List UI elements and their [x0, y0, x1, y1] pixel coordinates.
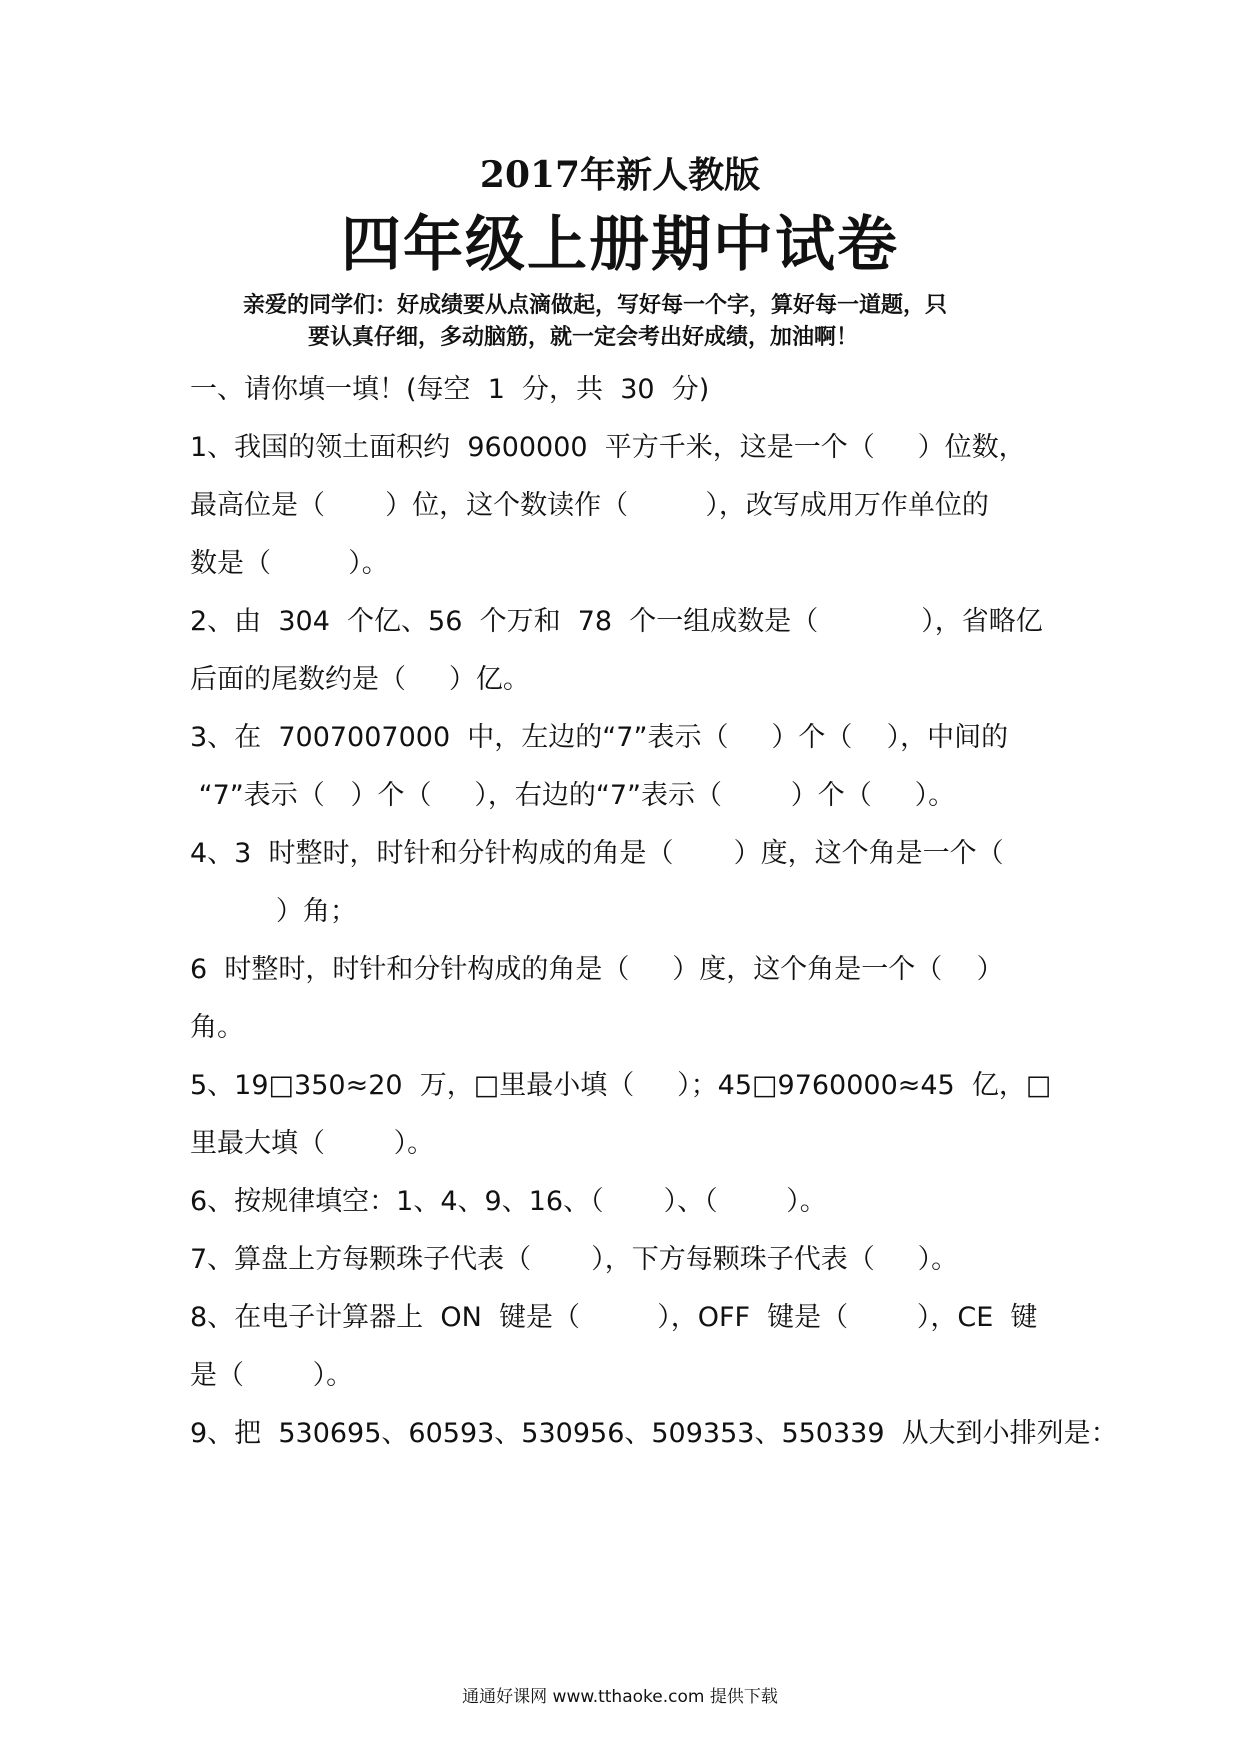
- greeting-paragraph: [243, 290, 1063, 354]
- section-heading: 一、请你填一填！(每空 1 分，共 30 分): [190, 374, 710, 405]
- exam-subtitle: 2017年新人教版: [479, 154, 761, 196]
- question-line: 6、按规律填空：1、4、9、16、（ ）、（ ）。: [190, 1186, 827, 1217]
- question-line: 9、把 530695、60593、530956、509353、550339 从大到小排列是：: [190, 1418, 1118, 1449]
- question-line: 是（ ）。: [190, 1360, 354, 1391]
- question-line: 角。: [190, 1012, 244, 1043]
- exam-title: 四年级上册期中试卷: [341, 210, 899, 280]
- question-line: 7、算盘上方每颗珠子代表（ ），下方每颗珠子代表（ ）。: [190, 1244, 959, 1275]
- question-line: 8、在电子计算器上 ON 键是（ ），OFF 键是（ ），CE 键: [190, 1302, 1038, 1333]
- question-line: 3、在 7007007000 中，左边的“7”表示（ ）个（ ），中间的: [190, 722, 1009, 753]
- question-line: 2、由 304 个亿、56 个万和 78 个一组成数是（ ），省略亿: [190, 606, 1043, 637]
- greeting-line-1: 亲爱的同学们：好成绩要从点滴做起，写好每一个字，算好每一道题，只: [243, 293, 948, 318]
- footer-credit: 通通好课网 www.tthaoke.com 提供下载: [462, 1687, 778, 1707]
- question-line: “7”表示（ ）个（ ），右边的“7”表示（ ）个（ ）。: [190, 780, 956, 811]
- question-line: 最高位是（ ）位，这个数读作（ ），改写成用万作单位的: [190, 490, 989, 521]
- question-line: 后面的尾数约是（ ）亿。: [190, 664, 530, 695]
- question-line: 6 时整时，时针和分针构成的角是（ ）度，这个角是一个（ ）: [190, 954, 1004, 985]
- question-line: 5、19□350≈20 万，□里最小填（ ）；45□9760000≈45 亿，□: [190, 1070, 1052, 1101]
- question-line: 里最大填（ ）。: [190, 1128, 435, 1159]
- question-line: 1、我国的领土面积约 9600000 平方千米，这是一个（ ）位数，: [190, 432, 1026, 463]
- question-line: 4、3 时整时，时针和分针构成的角是（ ）度，这个角是一个（: [190, 838, 1004, 869]
- question-line: 数是（ ）。: [190, 548, 389, 579]
- greeting-line-2: 要认真仔细，多动脑筋，就一定会考出好成绩，加油啊！: [308, 325, 859, 350]
- question-line: ）角；: [190, 896, 357, 927]
